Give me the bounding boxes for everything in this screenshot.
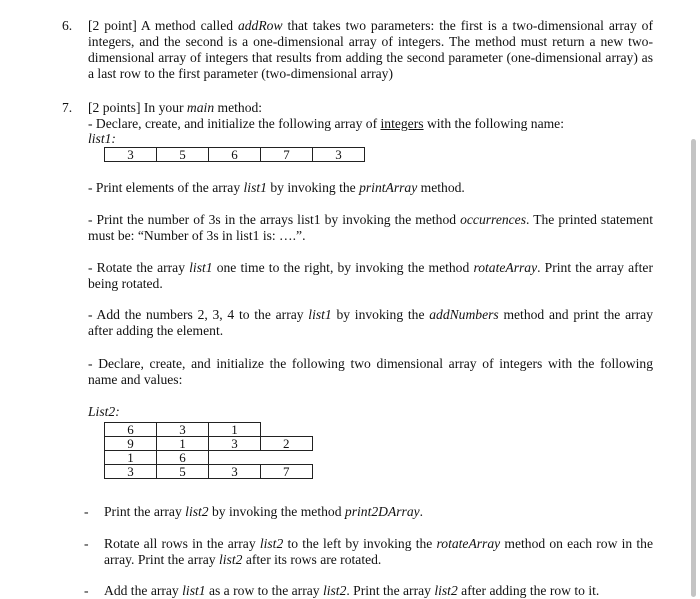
table-row (105, 437, 313, 451)
list1-cell: 7 (261, 148, 313, 162)
list2-empty-cell (209, 451, 261, 465)
question-6-number: 6. (62, 18, 73, 33)
list2-cell: 7 (261, 465, 313, 479)
print-2d-array-instruction: Print the array list2 by invoking the method print2DArray. (104, 504, 424, 519)
list2-cell: 3 (157, 423, 209, 437)
method-name-addrow: addRow (237, 18, 283, 33)
table-row (105, 465, 313, 479)
rotate-list1-instruction: - Rotate the array list1 one time to the right, by invoking the method rotateArray. Print the array after being rotated. (88, 260, 653, 291)
list1-array-table (104, 147, 365, 162)
list2-cell: 3 (209, 437, 261, 451)
list2-label: List2: (88, 404, 120, 419)
question-7-number: 7. (62, 100, 73, 115)
bullet-1-marker: - (84, 504, 89, 519)
list1-cell: 3 (313, 148, 365, 162)
list2-cell: 3 (105, 465, 157, 479)
list2-cell: 6 (157, 451, 209, 465)
list2-empty-cell (261, 423, 313, 437)
list2-cell: 1 (157, 437, 209, 451)
question-6-points: [2 point] (88, 18, 137, 33)
rotate-rows-instruction: Rotate all rows in the array list2 to the left by invoking the rotateArray method on each row in the array. Print the array list2 after its rows are rotated. (104, 536, 653, 567)
list2-array-table (104, 422, 313, 479)
occurrences-instruction: - Print the number of 3s in the arrays list1 by invoking the method occurrences. The printed statement must be: “Number of 3s in list1 is: ….”. (88, 212, 653, 243)
table-row (105, 451, 313, 465)
list2-empty-cell (261, 451, 313, 465)
bullet-2-marker: - (84, 536, 89, 551)
list2-cell: 1 (209, 423, 261, 437)
declare-list2-instruction: - Declare, create, and initialize the following two dimensional array of integers with the following name and values: (88, 356, 653, 387)
list1-cell: 6 (209, 148, 261, 162)
list2-cell: 1 (105, 451, 157, 465)
vertical-scrollbar[interactable] (691, 139, 696, 597)
list1-cell: 3 (105, 148, 157, 162)
table-row (105, 148, 365, 162)
question-6-text: [2 point] A method called addRow that takes two parameters: the first is a two-dimensional array of integers, and the second is a one-dimensional array of integers. The method must return a new two-dimensional array of integers that results from adding the second parameter (one-dimensional array) as a last row to the first parameter (two-dimensional array) (88, 18, 653, 81)
question-7-intro: [2 points] In your main method: (88, 100, 263, 115)
table-row (105, 423, 313, 437)
list2-cell: 3 (209, 465, 261, 479)
list2-cell: 6 (105, 423, 157, 437)
list2-cell: 9 (105, 437, 157, 451)
list2-cell: 2 (261, 437, 313, 451)
question-7-points: [2 points] (88, 100, 141, 115)
print-list1-instruction: - Print elements of the array list1 by invoking the printArray method. (88, 180, 465, 195)
list1-cell: 5 (157, 148, 209, 162)
bullet-3-marker: - (84, 583, 89, 598)
list2-cell: 5 (157, 465, 209, 479)
list1-label: list1: (88, 131, 116, 146)
add-row-instruction: Add the array list1 as a row to the array list2. Print the array list2 after adding the row to it. (104, 583, 600, 598)
add-numbers-instruction: - Add the numbers 2, 3, 4 to the array list1 by invoking the addNumbers method and print the array after adding the element. (88, 307, 653, 338)
declare-list1-instruction: - Declare, create, and initialize the following array of integers with the following name: (88, 116, 564, 131)
